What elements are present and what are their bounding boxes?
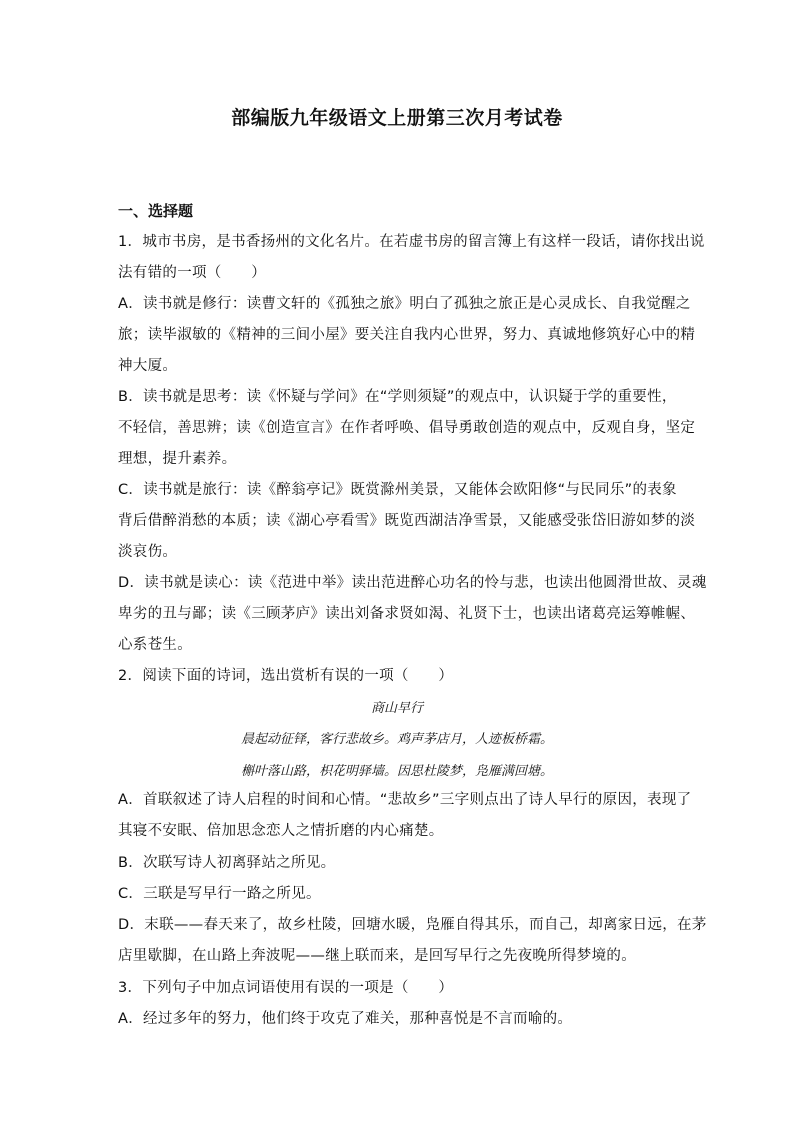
q2-option-d-line-2: 店里歇脚，在山路上奔波呢——继上联而来，是回写早行之先夜晚所得梦境的。 [118,948,636,964]
q2-option-d-line-1: D．末联——春天来了，故乡杜陵，回塘水暖，凫雁自得其乐，而自己，却离家日远，在茅 [118,917,707,933]
q1-option-b-line-1: B．读书就是思考：读《怀疑与学问》在“学则须疑”的观点中，认识疑于学的重要性， [118,389,677,405]
q1-option-c-line-1: C．读书就是旅行：读《醉翁亭记》既赏滁州美景，又能体会欧阳修“与民同乐”的表象 [118,482,677,498]
q1-option-a-line-1: A．读书就是修行：读曹文轩的《孤独之旅》明白了孤独之旅正是心灵成长、自我觉醒之 [118,296,691,312]
q1-option-d-line-1: D．读书就是读心：读《范进中举》读出范进醉心功名的怜与悲，也读出他圆滑世故、灵魂 [118,575,707,591]
q2-option-b: B．次联写诗人初离驿站之所见。 [118,855,336,871]
q1-option-b-line-2: 不轻信，善思辨；读《创造宣言》在作者呼唤、倡导勇敢创造的观点中，反观自身，坚定 [118,420,696,436]
poem-line-2: 槲叶落山路，枳花明驿墙。因思杜陵梦，凫雁满回塘。 [240,764,553,779]
poem-line-1: 晨起动征铎，客行悲故乡。鸡声茅店月，人迹板桥霜。 [240,732,553,747]
q2-option-a-line-2: 其寝不安眠、倍加思念恋人之情折磨的内心痛楚。 [118,823,444,839]
q2-option-a-line-1: A．首联叙述了诗人启程的时间和心情。“悲故乡”三字则点出了诗人早行的原因，表现了 [118,792,692,808]
page-title: 部编版九年级语文上册第三次月考试卷 [231,107,563,129]
q1-option-c-line-2: 背后借醉消愁的本质；读《湖心亭看雪》既览西湖洁净雪景，又能感受张岱旧游如梦的淡 [118,513,696,529]
q1-stem-line-1: 1．城市书房，是书香扬州的文化名片。在若虚书房的留言簿上有这样一段话，请你找出说 [118,234,705,250]
q3-stem: 3．下列句子中加点词语使用有误的一项是（ ） [118,980,454,996]
q1-option-c-line-3: 淡哀伤。 [118,544,178,560]
poem-title: 商山早行 [370,701,423,716]
q1-option-d-line-3: 心系苍生。 [118,637,192,653]
q1-option-d-line-2: 卑劣的丑与鄙；读《三顾茅庐》读出刘备求贤如渴、礼贤下士，也读出诸葛亮运筹帷幄、 [118,606,696,622]
q1-stem-line-2: 法有错的一项（ ） [118,265,266,281]
q2-stem: 2．阅读下面的诗词，选出赏析有误的一项（ ） [118,668,454,684]
q3-option-a: A．经过多年的努力，他们终于攻克了难关，那种喜悦是不言而喻的。 [118,1011,573,1027]
q1-option-b-line-3: 理想，提升素养。 [118,451,237,467]
q2-option-c: C．三联是写早行一路之所见。 [118,886,321,902]
section-heading: 一、选择题 [118,202,194,220]
q1-option-a-line-3: 神大厦。 [118,358,178,374]
q1-option-a-line-2: 旅；读毕淑敏的《精神的三间小屋》要关注自我内心世界，努力、真诚地修筑好心中的精 [118,327,696,343]
